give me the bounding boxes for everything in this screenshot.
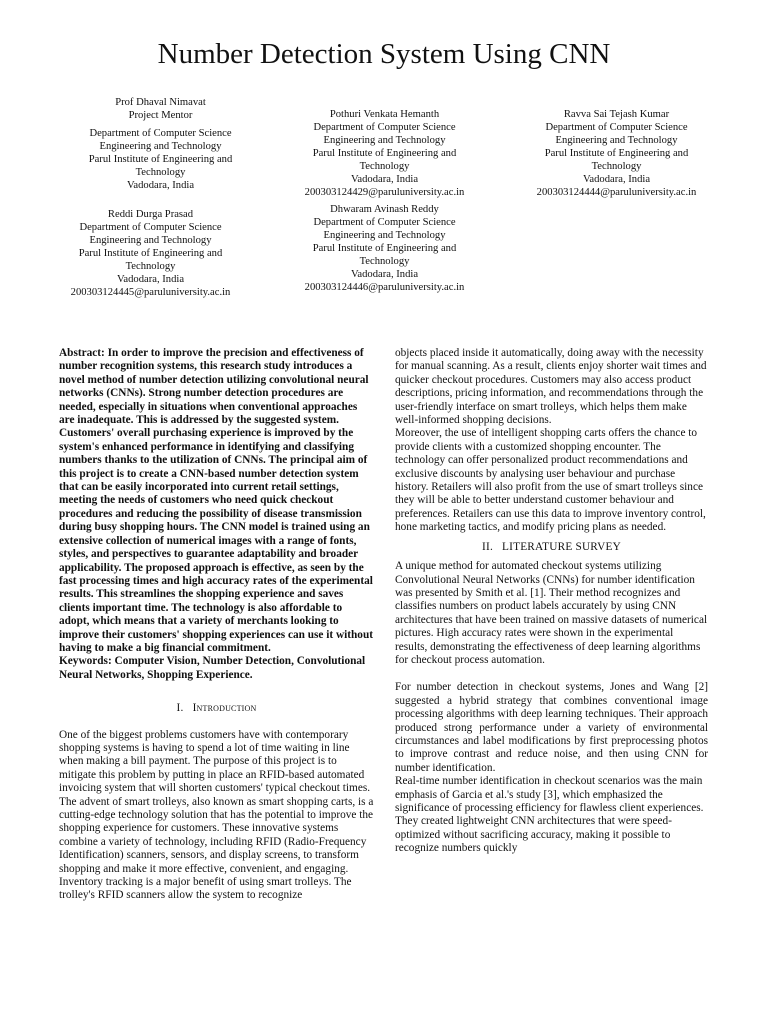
author-affiliation: Technology <box>359 256 410 267</box>
author-affiliation: Department of Computer Science <box>89 128 232 139</box>
right-column <box>395 347 708 856</box>
spacer <box>59 682 374 702</box>
author-role: Project Mentor <box>128 110 193 121</box>
author-affiliation: Department of Computer Science <box>79 222 222 233</box>
author-affiliation: Technology <box>359 161 410 172</box>
section-number: I. <box>176 702 184 715</box>
section-heading-literature-survey <box>395 541 708 554</box>
author-location: Vadodara, India <box>582 174 651 185</box>
author-affiliation: Technology <box>135 167 186 178</box>
paragraph: One of the biggest problems customers have with contemporary shopping systems is having to spend a lot of time waiting in line when making a bill payment. The purpose of this project is to mitigate this problem by putting in place an RFID-based automated invoicing system that will shorten customers' typical checkout times. The advent of smart trolleys, also known as smart shopping carts, is a cutting-edge technology solution that has the potential to improve the shopping experience for customers. These innovative systems combine a variety of technology, including RFID (Radio-Frequency Identification) scanners, sensors, and display screens, to transform shopping and make it more effective, convenient, and engaging. <box>59 728 374 875</box>
author-name: Prof Dhaval Nimavat <box>115 97 206 108</box>
section-title: LITERATURE SURVEY <box>502 540 621 553</box>
author-name: Ravva Sai Tejash Kumar <box>563 109 670 120</box>
author-affiliation: Engineering and Technology <box>89 235 212 246</box>
author-affiliation: Engineering and Technology <box>555 135 678 146</box>
author-affiliation: Parul Institute of Engineering and <box>544 148 689 159</box>
author-block-prasad <box>48 208 253 299</box>
keywords: Keywords: Computer Vision, Number Detection, Convolutional Neural Networks, Shopping Experience. <box>59 655 366 681</box>
author-name: Dhwaram Avinash Reddy <box>330 204 439 215</box>
author-affiliation: Technology <box>125 261 176 272</box>
author-block-nimavat <box>58 96 263 192</box>
abstract: Abstract: In order to improve the precision and effectiveness of number recognition systems, this research study introduces a novel method of number detection utilizing convolutional neural networks (CNNs). Strong number detection procedures are needed, especially in situations when conventional approaches are inadequate. This is addressed by the suggested system. Customers' overall purchasing experience is improved by the system's enhanced performance in identifying and classifying numbers thanks to the utilization of CNNs. The principal aim of this project is to create a CNN-based number detection system that can be easily incorporated into current retail settings, meeting the needs of customers who need quick checkout procedures and reducing the possibility of disease transmission during busy shopping hours. The CNN model is trained using an extensive collection of numerical images with a range of fonts, styles, and perspectives to guarantee adaptability and broader applicability. The proposed approach is effective, as seen by the fast processing times and high accuracy rates of the experimental results. This streamlines the shopping experience and saves clients important time. The technology is also affordable to adopt, which means that a variety of merchants looking to improve their customers' shopping experiences can use it without having to make a big financial commitment. <box>59 347 374 654</box>
author-block-hemanth <box>282 108 487 199</box>
author-affiliation: Parul Institute of Engineering and <box>312 243 457 254</box>
author-affiliation: Technology <box>591 161 642 172</box>
author-location: Vadodara, India <box>126 180 195 191</box>
author-affiliation: Department of Computer Science <box>313 217 456 228</box>
author-block-reddy <box>282 203 487 294</box>
paragraph: objects placed inside it automatically, doing away with the necessity for manual scanning. As a result, clients enjoy shorter wait times and quicker checkout procedures. Customers may also access product descriptions, pricing information, and recommendations through the user-friendly interface on smart trolleys, which helps them make well-informed shopping decisions. <box>395 347 707 427</box>
spacer <box>59 716 374 729</box>
author-location: Vadodara, India <box>350 269 419 280</box>
author-affiliation: Parul Institute of Engineering and <box>312 148 457 159</box>
section-title: Introduction <box>192 702 257 715</box>
author-affiliation: Engineering and Technology <box>323 135 446 146</box>
author-email: 200303124445@paruluniversity.ac.in <box>70 287 231 298</box>
author-location: Vadodara, India <box>350 174 419 185</box>
paper-title: Number Detection System Using CNN <box>157 38 611 70</box>
author-location: Vadodara, India <box>116 274 185 285</box>
author-affiliation: Engineering and Technology <box>323 230 446 241</box>
author-affiliation: Engineering and Technology <box>99 141 222 152</box>
author-name: Reddi Durga Prasad <box>107 209 194 220</box>
author-affiliation: Department of Computer Science <box>313 122 456 133</box>
section-heading-introduction <box>59 702 374 715</box>
author-block-kumar <box>514 108 719 199</box>
paragraph: For number detection in checkout systems, Jones and Wang [2] suggested a hybrid strategy that combines conventional image processing algorithms with deep learning techniques. Their approach produced strong performance under a variety of environmental circumstances and label modifications by first preprocessing photos to improve contrast and reduce noise, and then using CNN for number identification. <box>395 681 708 774</box>
author-name: Pothuri Venkata Hemanth <box>329 109 440 120</box>
author-affiliation: Parul Institute of Engineering and <box>78 248 223 259</box>
author-affiliation: Parul Institute of Engineering and <box>88 154 233 165</box>
spacer <box>395 667 708 681</box>
author-email: 200303124429@paruluniversity.ac.in <box>304 187 465 198</box>
section-number: II. <box>482 540 493 553</box>
paragraph: Real-time number identification in checkout scenarios was the main emphasis of Garcia et al.'s study [3], which emphasized the significance of processing efficiency for flawless client experiences. They created lightweight CNN architectures that were speed-optimized without sacrificing accuracy, making it possible to recognize numbers quickly <box>395 775 704 855</box>
author-email: 200303124446@paruluniversity.ac.in <box>304 282 465 293</box>
author-affiliation: Department of Computer Science <box>545 122 688 133</box>
author-email: 200303124444@paruluniversity.ac.in <box>536 187 697 198</box>
paragraph: A unique method for automated checkout systems utilizing Convolutional Neural Networks (CNNs) for number identification was presented by Smith et al. [1]. Their method recognizes and classifies numbers on product labels accurately by using CNN architectures that have been trained on massive datasets of numerical pictures. High accuracy rates were shown in the experimental results, demonstrating the effectiveness of deep learning algorithms for checkout process automation. <box>395 560 708 666</box>
left-column <box>59 347 374 903</box>
paragraph: Inventory tracking is a major benefit of using smart trolleys. The trolley's RFID scanners allow the system to recognize <box>59 876 352 902</box>
paragraph: Moreover, the use of intelligent shopping carts offers the chance to provide clients with a customized shopping encounter. The technology can offer personalized product recommendations and exclusive discounts by analysing user behaviour and purchase history. Retailers will also profit from the use of smart trolleys since they will be able to better understand customer behaviour and preferences. Retailers can use this data to improve inventory control, hone marketing tactics, and modify pricing plans as needed. <box>395 427 706 534</box>
